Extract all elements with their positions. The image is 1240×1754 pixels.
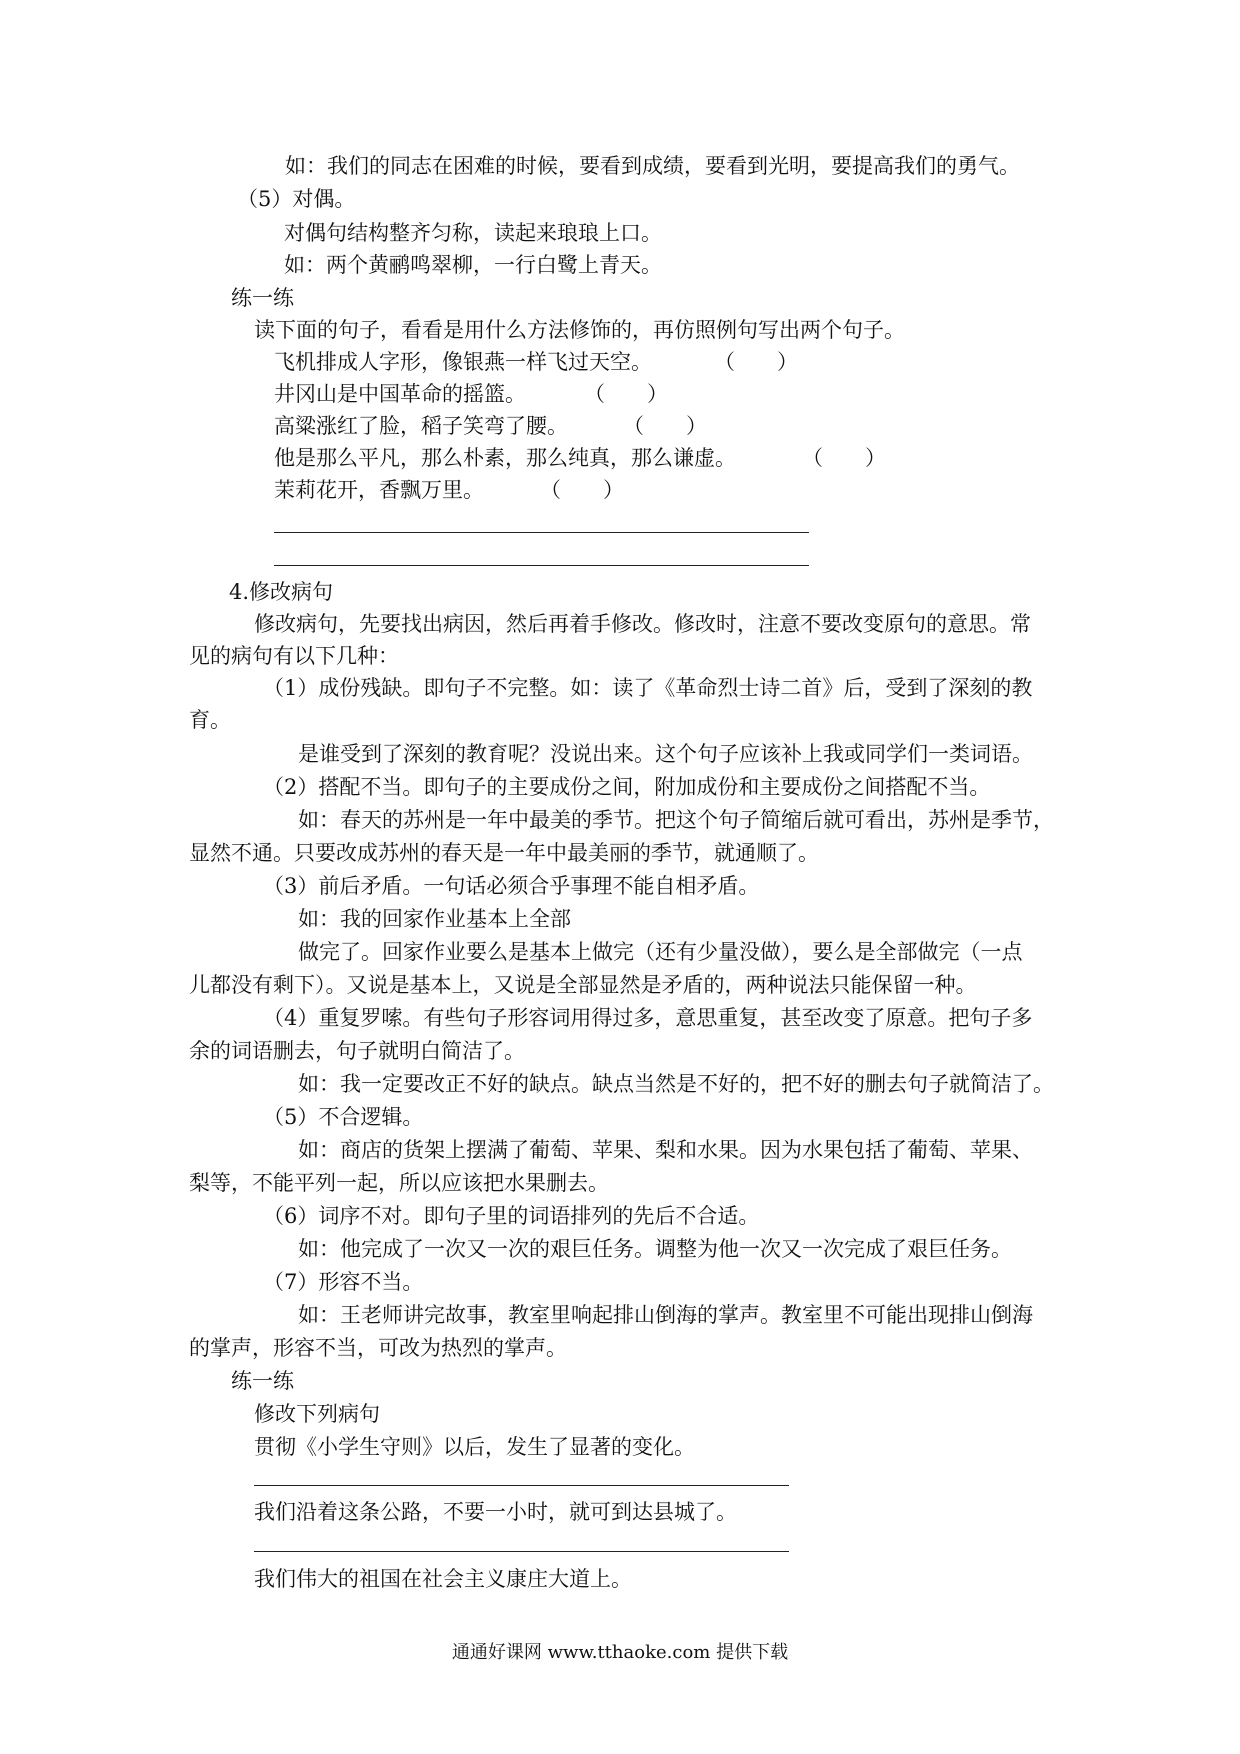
case-title: （2）搭配不当。即句子的主要成份之间，附加成份和主要成份之间搭配不当。 <box>263 775 991 799</box>
practice2-instruction: 修改下列病句 <box>254 1402 380 1426</box>
case-title: （4）重复罗嗦。有些句子形容词用得过多，意思重复，甚至改变了原意。把句子多 <box>263 1006 1033 1030</box>
case-example: 梨等，不能平列一起，所以应该把水果删去。 <box>189 1171 609 1195</box>
answer-line <box>274 532 809 533</box>
case-example: 如：春天的苏州是一年中最美的季节。把这个句子简缩后就可看出，苏州是季节， <box>298 808 1054 832</box>
practice1-heading: 练一练 <box>231 286 294 310</box>
practice1-item: 高粱涨红了脸，稻子笑弯了腰。 <box>274 414 568 438</box>
practice2-sentence: 我们沿着这条公路，不要一小时，就可到达县城了。 <box>254 1500 737 1524</box>
answer-line <box>274 565 809 566</box>
case-example: 如：商店的货架上摆满了葡萄、苹果、梨和水果。因为水果包括了葡萄、苹果、 <box>298 1138 1033 1162</box>
practice1-item: 井冈山是中国革命的摇篮。 <box>274 382 526 406</box>
practice1-item: 茉莉花开，香飘万里。 <box>274 478 484 502</box>
case-example: 的掌声，形容不当，可改为热烈的掌声。 <box>189 1336 567 1360</box>
practice1-item: 飞机排成人字形，像银燕一样飞过天空。 <box>274 350 652 374</box>
example-courage: 如：我们的同志在困难的时候，要看到成绩，要看到光明，要提高我们的勇气。 <box>285 154 1020 178</box>
item5-title: （5）对偶。 <box>237 187 356 211</box>
section-intro: 见的病句有以下几种： <box>189 644 399 668</box>
answer-paren: （ ） <box>623 414 707 438</box>
section-title: 4.修改病句 <box>229 580 334 604</box>
section-intro: 修改病句，先要找出病因，然后再着手修改。修改时，注意不要改变原句的意思。常 <box>254 612 1031 636</box>
practice2-sentence: 我们伟大的祖国在社会主义康庄大道上。 <box>254 1567 632 1591</box>
answer-line <box>254 1485 789 1486</box>
case-title: （3）前后矛盾。一句话必须合乎事理不能自相矛盾。 <box>263 874 760 898</box>
case-example: 如：我一定要改正不好的缺点。缺点当然是不好的，把不好的删去句子就简洁了。 <box>298 1072 1054 1096</box>
answer-paren: （ ） <box>802 446 886 470</box>
case-title: （1）成份残缺。即句子不完整。如：读了《革命烈士诗二首》后，受到了深刻的教 <box>263 676 1033 700</box>
case-example: 如：他完成了一次又一次的艰巨任务。调整为他一次又一次完成了艰巨任务。 <box>298 1237 1012 1261</box>
case-title: （7）形容不当。 <box>263 1270 424 1294</box>
case-explanation: 是谁受到了深刻的教育呢？没说出来。这个句子应该补上我或同学们一类词语。 <box>298 742 1033 766</box>
practice2-sentence: 贯彻《小学生守则》以后，发生了显著的变化。 <box>254 1435 695 1459</box>
case-title: （6）词序不对。即句子里的词语排列的先后不合适。 <box>263 1204 760 1228</box>
page-footer: 通通好课网 www.tthaoke.com 提供下载 <box>451 1642 789 1663</box>
answer-line <box>254 1551 789 1552</box>
answer-paren: （ ） <box>540 478 624 502</box>
item5-example: 如：两个黄鹂鸣翠柳，一行白鹭上青天。 <box>284 253 662 277</box>
answer-paren: （ ） <box>584 382 668 406</box>
practice1-instruction: 读下面的句子，看看是用什么方法修饰的，再仿照例句写出两个句子。 <box>254 318 905 342</box>
practice2-heading: 练一练 <box>231 1369 294 1393</box>
case-title: 余的词语删去，句子就明白简洁了。 <box>189 1039 525 1063</box>
case-title: （5）不合逻辑。 <box>263 1105 424 1129</box>
case-example: 儿都没有剩下）。又说是基本上，又说是全部显然是矛盾的，两种说法只能保留一种。 <box>189 973 977 997</box>
case-example: 显然不通。只要改成苏州的春天是一年中最美丽的季节，就通顺了。 <box>189 841 819 865</box>
practice1-item: 他是那么平凡，那么朴素，那么纯真，那么谦虚。 <box>274 446 736 470</box>
case-example: 做完了。回家作业要么是基本上做完（还有少量没做），要么是全部做完（一点 <box>298 940 1023 964</box>
case-example: 如：王老师讲完故事，教室里响起排山倒海的掌声。教室里不可能出现排山倒海 <box>298 1303 1033 1327</box>
case-example: 如：我的回家作业基本上全部 <box>298 907 571 931</box>
answer-paren: （ ） <box>714 350 798 374</box>
case-title: 育。 <box>189 708 231 732</box>
item5-desc: 对偶句结构整齐匀称，读起来琅琅上口。 <box>284 221 662 245</box>
